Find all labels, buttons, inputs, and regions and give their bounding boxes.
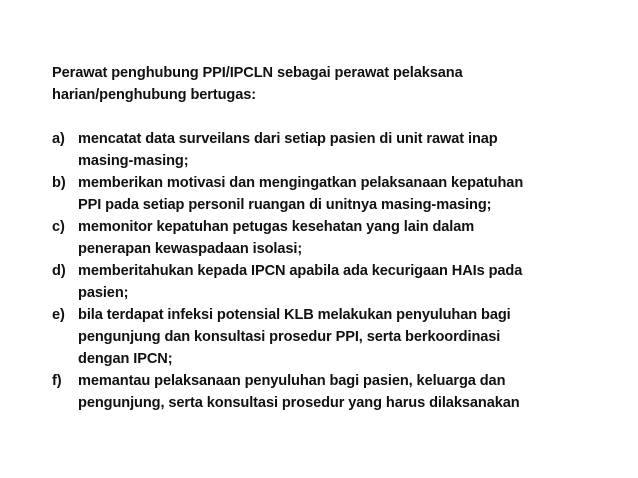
list-item-line: memantau pelaksanaan penyuluhan bagi pasien, keluarga dan: [78, 373, 506, 389]
list-item-text: [78, 260, 612, 304]
list-item-line: dengan IPCN;: [78, 351, 173, 367]
list-marker: b): [52, 175, 66, 191]
list-item-line: memberitahukan kepada IPCN apabila ada kecurigaan HAIs pada: [78, 263, 523, 279]
list-marker: e): [52, 307, 65, 323]
list-item: [52, 370, 612, 414]
list-item-text: [78, 128, 612, 172]
list-marker: c): [52, 219, 65, 235]
list-item-line: PPI pada setiap personil ruangan di unitnya masing-masing;: [78, 197, 492, 213]
duty-list: [52, 128, 612, 414]
list-item: [52, 304, 612, 370]
intro-line: harian/penghubung bertugas:: [52, 87, 257, 103]
list-item-line: memonitor kepatuhan petugas kesehatan yang lain dalam: [78, 219, 475, 235]
list-item-line: memberikan motivasi dan mengingatkan pelaksanaan kepatuhan: [78, 175, 524, 191]
list-item-line: mencatat data surveilans dari setiap pasien di unit rawat inap: [78, 131, 498, 147]
list-item-text: [78, 304, 612, 370]
list-marker: a): [52, 131, 65, 147]
list-marker: f): [52, 373, 62, 389]
list-marker: d): [52, 263, 66, 279]
list-item: [52, 260, 612, 304]
list-item-line: pengunjung, serta konsultasi prosedur yang harus dilaksanakan: [78, 395, 520, 411]
list-item: [52, 216, 612, 260]
intro-line: Perawat penghubung PPI/IPCLN sebagai perawat pelaksana: [52, 65, 463, 81]
list-item: [52, 128, 612, 172]
list-item-text: [78, 370, 612, 414]
list-item-line: bila terdapat infeksi potensial KLB melakukan penyuluhan bagi: [78, 307, 511, 323]
slide-content: [52, 62, 612, 414]
list-item-line: pasien;: [78, 285, 129, 301]
list-item-line: masing-masing;: [78, 153, 189, 169]
list-item-line: pengunjung dan konsultasi prosedur PPI, serta berkoordinasi: [78, 329, 501, 345]
list-item-text: [78, 172, 612, 216]
list-item-text: [78, 216, 612, 260]
intro-paragraph: [52, 62, 612, 106]
list-item: [52, 172, 612, 216]
list-item-line: penerapan kewaspadaan isolasi;: [78, 241, 303, 257]
